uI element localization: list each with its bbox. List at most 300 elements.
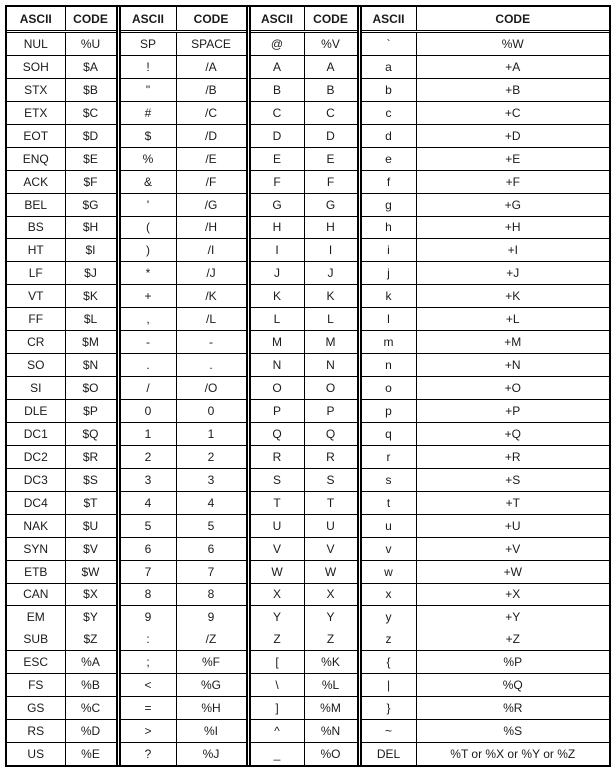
table-row — [7, 262, 609, 285]
upper-code-cell: O — [304, 377, 359, 400]
upper-ascii-cell: H — [248, 216, 304, 239]
lower-code-cell: +N — [416, 354, 609, 377]
upper-ascii-cell: I — [248, 239, 304, 262]
upper-code-cell: %N — [304, 720, 359, 743]
control-code-cell: $T — [65, 491, 118, 514]
upper-code-cell: %L — [304, 674, 359, 697]
punct-digits-ascii-cell: SP — [118, 32, 176, 56]
lower-code-cell: +O — [416, 377, 609, 400]
table-row — [7, 285, 609, 308]
upper-ascii-cell: ] — [248, 697, 304, 720]
lower-ascii-cell: DEL — [359, 743, 416, 765]
control-code-cell: $X — [65, 583, 118, 606]
upper-ascii-cell: N — [248, 354, 304, 377]
control-code-cell: $W — [65, 560, 118, 583]
upper-code-cell: E — [304, 147, 359, 170]
upper-ascii-cell: Z — [248, 628, 304, 650]
lower-ascii-cell: d — [359, 124, 416, 147]
lower-code-cell: +B — [416, 78, 609, 101]
lower-ascii-cell: { — [359, 651, 416, 674]
punct-digits-code-cell: SPACE — [176, 32, 248, 56]
table-row — [7, 537, 609, 560]
table-row — [7, 78, 609, 101]
punct-digits-code-cell: 0 — [176, 400, 248, 423]
control-code-cell: $Z — [65, 628, 118, 650]
control-ascii-cell: ESC — [7, 651, 65, 674]
punct-digits-code-cell: %J — [176, 743, 248, 765]
upper-ascii-cell: F — [248, 170, 304, 193]
upper-code-cell: B — [304, 78, 359, 101]
upper-code-cell: I — [304, 239, 359, 262]
punct-digits-code-cell: %G — [176, 674, 248, 697]
upper-ascii-cell: Y — [248, 606, 304, 628]
table-row — [7, 239, 609, 262]
lower-ascii-cell: q — [359, 422, 416, 445]
lower-ascii-cell: } — [359, 697, 416, 720]
punct-digits-ascii-cell: = — [118, 697, 176, 720]
punct-digits-code-cell: %I — [176, 720, 248, 743]
upper-ascii-cell: B — [248, 78, 304, 101]
upper-ascii-cell: O — [248, 377, 304, 400]
punct-digits-ascii-cell: > — [118, 720, 176, 743]
lower-code-cell: %S — [416, 720, 609, 743]
lower-code-cell: +D — [416, 124, 609, 147]
upper-ascii-cell: W — [248, 560, 304, 583]
punct-digits-code-cell: %H — [176, 697, 248, 720]
control-code-cell: %U — [65, 32, 118, 56]
control-ascii-cell: CR — [7, 331, 65, 354]
upper-ascii-cell: R — [248, 445, 304, 468]
control-ascii-cell: LF — [7, 262, 65, 285]
punct-digits-code-cell: /H — [176, 216, 248, 239]
upper-code-cell: R — [304, 445, 359, 468]
control-code-cell: $O — [65, 377, 118, 400]
control-ascii-cell: VT — [7, 285, 65, 308]
upper-ascii-cell: L — [248, 308, 304, 331]
lower-ascii-cell: o — [359, 377, 416, 400]
lower-code-cell: %Q — [416, 674, 609, 697]
control-ascii-cell: RS — [7, 720, 65, 743]
ascii-column-header: ASCII — [359, 7, 416, 32]
punct-digits-code-cell: /F — [176, 170, 248, 193]
lower-code-cell: +Y — [416, 606, 609, 628]
table-row — [7, 743, 609, 765]
table-row — [7, 422, 609, 445]
control-ascii-cell: DC4 — [7, 491, 65, 514]
upper-code-cell: N — [304, 354, 359, 377]
punct-digits-ascii-cell: . — [118, 354, 176, 377]
header-row — [7, 7, 609, 32]
control-code-cell: $V — [65, 537, 118, 560]
punct-digits-code-cell: - — [176, 331, 248, 354]
control-code-cell: %C — [65, 697, 118, 720]
control-ascii-cell: NUL — [7, 32, 65, 56]
table-row — [7, 514, 609, 537]
lower-code-cell: +C — [416, 101, 609, 124]
punct-digits-code-cell: 5 — [176, 514, 248, 537]
control-code-cell: $M — [65, 331, 118, 354]
control-ascii-cell: STX — [7, 78, 65, 101]
control-ascii-cell: ACK — [7, 170, 65, 193]
control-ascii-cell: CAN — [7, 583, 65, 606]
control-code-cell: $N — [65, 354, 118, 377]
lower-ascii-cell: n — [359, 354, 416, 377]
control-code-cell: $J — [65, 262, 118, 285]
upper-ascii-cell: S — [248, 468, 304, 491]
lower-code-cell: +I — [416, 239, 609, 262]
upper-ascii-cell: K — [248, 285, 304, 308]
punct-digits-ascii-cell: 4 — [118, 491, 176, 514]
punct-digits-code-cell: . — [176, 354, 248, 377]
punct-digits-code-cell: 2 — [176, 445, 248, 468]
punct-digits-ascii-cell: 8 — [118, 583, 176, 606]
punct-digits-ascii-cell: 5 — [118, 514, 176, 537]
lower-ascii-cell: j — [359, 262, 416, 285]
upper-code-cell: %V — [304, 32, 359, 56]
lower-ascii-cell: u — [359, 514, 416, 537]
control-ascii-cell: DC3 — [7, 468, 65, 491]
control-ascii-cell: US — [7, 743, 65, 765]
lower-ascii-cell: e — [359, 147, 416, 170]
table-row — [7, 491, 609, 514]
lower-code-cell: +K — [416, 285, 609, 308]
lower-code-cell: +Q — [416, 422, 609, 445]
control-ascii-cell: BEL — [7, 193, 65, 216]
control-ascii-cell: FF — [7, 308, 65, 331]
control-ascii-cell: ETX — [7, 101, 65, 124]
upper-ascii-cell: U — [248, 514, 304, 537]
table-row — [7, 147, 609, 170]
lower-code-cell: +U — [416, 514, 609, 537]
control-code-cell: $A — [65, 55, 118, 78]
ascii-column-header: ASCII — [118, 7, 176, 32]
punct-digits-ascii-cell: , — [118, 308, 176, 331]
control-code-cell: %B — [65, 674, 118, 697]
punct-digits-ascii-cell: 6 — [118, 537, 176, 560]
upper-code-cell: F — [304, 170, 359, 193]
punct-digits-code-cell: /E — [176, 147, 248, 170]
upper-code-cell: %K — [304, 651, 359, 674]
punct-digits-ascii-cell: # — [118, 101, 176, 124]
control-code-cell: $U — [65, 514, 118, 537]
upper-code-cell: L — [304, 308, 359, 331]
punct-digits-ascii-cell: 0 — [118, 400, 176, 423]
lower-code-cell: +V — [416, 537, 609, 560]
lower-code-cell: +P — [416, 400, 609, 423]
control-code-cell: $S — [65, 468, 118, 491]
control-ascii-cell: SUB — [23, 632, 49, 647]
punct-digits-ascii-cell: : — [118, 628, 176, 650]
punct-digits-code-cell: /L — [176, 308, 248, 331]
upper-code-cell: A — [304, 55, 359, 78]
punct-digits-code-cell: /I — [176, 239, 248, 262]
lower-ascii-cell: ~ — [359, 720, 416, 743]
lower-code-cell: %P — [416, 651, 609, 674]
upper-ascii-cell: Q — [248, 422, 304, 445]
upper-ascii-cell: _ — [248, 743, 304, 765]
upper-code-cell: Q — [304, 422, 359, 445]
code-column-header: CODE — [65, 7, 118, 32]
punct-digits-code-cell: 7 — [176, 560, 248, 583]
punct-digits-code-cell: /Z — [176, 628, 248, 650]
upper-ascii-cell: P — [248, 400, 304, 423]
upper-ascii-cell: @ — [248, 32, 304, 56]
upper-ascii-cell: [ — [248, 651, 304, 674]
table-row — [7, 32, 609, 56]
punct-digits-ascii-cell: ? — [118, 743, 176, 765]
upper-code-cell: P — [304, 400, 359, 423]
punct-digits-ascii-cell: " — [118, 78, 176, 101]
control-code-cell: $Q — [65, 422, 118, 445]
table-row — [7, 400, 609, 423]
punct-digits-ascii-cell: 1 — [118, 422, 176, 445]
lower-code-cell: %T or %X or %Y or %Z — [416, 743, 609, 765]
upper-ascii-cell: J — [248, 262, 304, 285]
ascii-code-table — [7, 7, 609, 765]
lower-ascii-cell: f — [359, 170, 416, 193]
upper-code-cell: X — [304, 583, 359, 606]
lower-code-cell: +Z — [416, 628, 609, 650]
punct-digits-ascii-cell: ! — [118, 55, 176, 78]
punct-digits-ascii-cell: & — [118, 170, 176, 193]
lower-code-cell: +S — [416, 468, 609, 491]
control-ascii-cell: FS — [7, 674, 65, 697]
table-row — [7, 560, 609, 583]
lower-ascii-cell: ` — [359, 32, 416, 56]
table-row — [7, 651, 609, 674]
punct-digits-ascii-cell: ( — [118, 216, 176, 239]
control-ascii-cell: EM — [7, 606, 65, 628]
table-body — [7, 32, 609, 766]
control-ascii-cell: GS — [7, 697, 65, 720]
control-ascii-cell: EOT — [7, 124, 65, 147]
lower-ascii-cell: w — [359, 560, 416, 583]
punct-digits-ascii-cell: 7 — [118, 560, 176, 583]
punct-digits-code-cell: /G — [176, 193, 248, 216]
control-ascii-cell: BS — [7, 216, 65, 239]
upper-ascii-cell: V — [248, 537, 304, 560]
lower-ascii-cell: z — [359, 628, 416, 650]
punct-digits-code-cell: /B — [176, 78, 248, 101]
lower-ascii-cell: x — [359, 583, 416, 606]
code-column-header: CODE — [304, 7, 359, 32]
upper-code-cell: C — [304, 101, 359, 124]
control-code-cell: $R — [65, 445, 118, 468]
upper-code-cell: M — [304, 331, 359, 354]
lower-code-cell: +A — [416, 55, 609, 78]
punct-digits-ascii-cell: 2 — [118, 445, 176, 468]
upper-ascii-cell: A — [248, 55, 304, 78]
upper-code-cell: S — [304, 468, 359, 491]
control-code-cell: %A — [65, 651, 118, 674]
table-row — [7, 170, 609, 193]
upper-ascii-cell: T — [248, 491, 304, 514]
code-column-header: CODE — [176, 7, 248, 32]
punct-digits-ascii-cell: $ — [118, 124, 176, 147]
upper-ascii-cell: D — [248, 124, 304, 147]
punct-digits-code-cell: /O — [176, 377, 248, 400]
code39-full-ascii-table — [5, 5, 611, 767]
upper-code-cell: V — [304, 537, 359, 560]
table-row — [7, 468, 609, 491]
control-code-cell: $Y — [65, 606, 118, 628]
upper-ascii-cell: G — [248, 193, 304, 216]
table-row — [7, 445, 609, 468]
control-ascii-cell: DC1 — [7, 422, 65, 445]
punct-digits-code-cell: 4 — [176, 491, 248, 514]
lower-ascii-cell: i — [359, 239, 416, 262]
control-code-cell: $I — [65, 239, 118, 262]
upper-ascii-cell: M — [248, 331, 304, 354]
table-row — [7, 697, 609, 720]
control-ascii-cell: DLE — [7, 400, 65, 423]
punct-digits-ascii-cell: - — [118, 331, 176, 354]
punct-digits-code-cell: /A — [176, 55, 248, 78]
table-row — [7, 377, 609, 400]
lower-code-cell: +R — [416, 445, 609, 468]
upper-code-cell: K — [304, 285, 359, 308]
punct-digits-ascii-cell: 9 — [118, 606, 176, 628]
punct-digits-ascii-cell: / — [118, 377, 176, 400]
control-code-cell: $K — [65, 285, 118, 308]
upper-code-cell: W — [304, 560, 359, 583]
control-code-cell: %E — [65, 743, 118, 765]
lower-code-cell: %W — [416, 32, 609, 56]
punct-digits-ascii-cell: ) — [118, 239, 176, 262]
lower-code-cell: +L — [416, 308, 609, 331]
table-row — [7, 628, 609, 650]
lower-code-cell: +X — [416, 583, 609, 606]
lower-code-cell: %R — [416, 697, 609, 720]
ascii-column-header: ASCII — [7, 7, 65, 32]
punct-digits-code-cell: 9 — [176, 606, 248, 628]
upper-code-cell: G — [304, 193, 359, 216]
lower-code-cell: +E — [416, 147, 609, 170]
lower-code-cell: +M — [416, 331, 609, 354]
lower-ascii-cell: c — [359, 101, 416, 124]
punct-digits-code-cell: 3 — [176, 468, 248, 491]
upper-ascii-cell: C — [248, 101, 304, 124]
upper-code-cell: Z — [304, 628, 359, 650]
punct-digits-ascii-cell: ; — [118, 651, 176, 674]
lower-ascii-cell: l — [359, 308, 416, 331]
control-code-cell: $H — [65, 216, 118, 239]
lower-ascii-cell: t — [359, 491, 416, 514]
lower-ascii-cell: k — [359, 285, 416, 308]
punct-digits-code-cell: /C — [176, 101, 248, 124]
upper-code-cell: D — [304, 124, 359, 147]
punct-digits-code-cell: /J — [176, 262, 248, 285]
punct-digits-code-cell: /K — [176, 285, 248, 308]
table-row — [7, 606, 609, 628]
table-row — [7, 674, 609, 697]
control-code-cell: $D — [65, 124, 118, 147]
table-row — [7, 124, 609, 147]
control-code-cell: $L — [65, 308, 118, 331]
code-column-header: CODE — [416, 7, 609, 32]
punct-digits-ascii-cell: * — [118, 262, 176, 285]
lower-code-cell: +T — [416, 491, 609, 514]
lower-ascii-cell: v — [359, 537, 416, 560]
control-ascii-cell: SO — [7, 354, 65, 377]
punct-digits-code-cell: /D — [176, 124, 248, 147]
lower-code-cell: +J — [416, 262, 609, 285]
upper-ascii-cell: X — [248, 583, 304, 606]
lower-ascii-cell: a — [359, 55, 416, 78]
lower-ascii-cell: m — [359, 331, 416, 354]
upper-code-cell: J — [304, 262, 359, 285]
table-row — [7, 101, 609, 124]
table-row — [7, 331, 609, 354]
control-ascii-cell: SOH — [7, 55, 65, 78]
lower-code-cell: +H — [416, 216, 609, 239]
ascii-column-header: ASCII — [248, 7, 304, 32]
upper-code-cell: H — [304, 216, 359, 239]
lower-ascii-cell: b — [359, 78, 416, 101]
upper-ascii-cell: ^ — [248, 720, 304, 743]
control-ascii-cell: DC2 — [7, 445, 65, 468]
control-ascii-cell: HT — [7, 239, 65, 262]
table-row — [7, 308, 609, 331]
upper-code-cell: T — [304, 491, 359, 514]
punct-digits-ascii-cell: + — [118, 285, 176, 308]
table-row — [7, 583, 609, 606]
lower-ascii-cell: g — [359, 193, 416, 216]
punct-digits-code-cell: %F — [176, 651, 248, 674]
punct-digits-code-cell: 1 — [176, 422, 248, 445]
lower-ascii-cell: s — [359, 468, 416, 491]
lower-ascii-cell: | — [359, 674, 416, 697]
control-code-cell: $P — [65, 400, 118, 423]
punct-digits-code-cell: 6 — [176, 537, 248, 560]
control-code-cell: %D — [65, 720, 118, 743]
table-row — [7, 55, 609, 78]
upper-code-cell: Y — [304, 606, 359, 628]
punct-digits-ascii-cell: < — [118, 674, 176, 697]
control-ascii-cell: NAK — [7, 514, 65, 537]
lower-ascii-cell: p — [359, 400, 416, 423]
lower-code-cell: +F — [416, 170, 609, 193]
punct-digits-code-cell: 8 — [176, 583, 248, 606]
control-ascii-cell: ENQ — [7, 147, 65, 170]
lower-code-cell: +W — [416, 560, 609, 583]
control-code-cell: $F — [65, 170, 118, 193]
upper-ascii-cell: \ — [248, 674, 304, 697]
lower-ascii-cell: h — [359, 216, 416, 239]
upper-code-cell: U — [304, 514, 359, 537]
table-row — [7, 720, 609, 743]
control-ascii-cell: SI — [7, 377, 65, 400]
upper-code-cell: %M — [304, 697, 359, 720]
upper-code-cell: %O — [304, 743, 359, 765]
control-ascii-cell: ETB — [7, 560, 65, 583]
lower-ascii-cell: r — [359, 445, 416, 468]
control-code-cell: $C — [65, 101, 118, 124]
control-ascii-cell: SYN — [7, 537, 65, 560]
upper-ascii-cell: E — [248, 147, 304, 170]
control-code-cell: $E — [65, 147, 118, 170]
lower-code-cell: +G — [416, 193, 609, 216]
punct-digits-ascii-cell: % — [118, 147, 176, 170]
punct-digits-ascii-cell: 3 — [118, 468, 176, 491]
table-row — [7, 216, 609, 239]
control-code-cell: $G — [65, 193, 118, 216]
punct-digits-ascii-cell: ' — [118, 193, 176, 216]
lower-ascii-cell: y — [359, 606, 416, 628]
table-row — [7, 193, 609, 216]
control-code-cell: $B — [65, 78, 118, 101]
table-row — [7, 354, 609, 377]
